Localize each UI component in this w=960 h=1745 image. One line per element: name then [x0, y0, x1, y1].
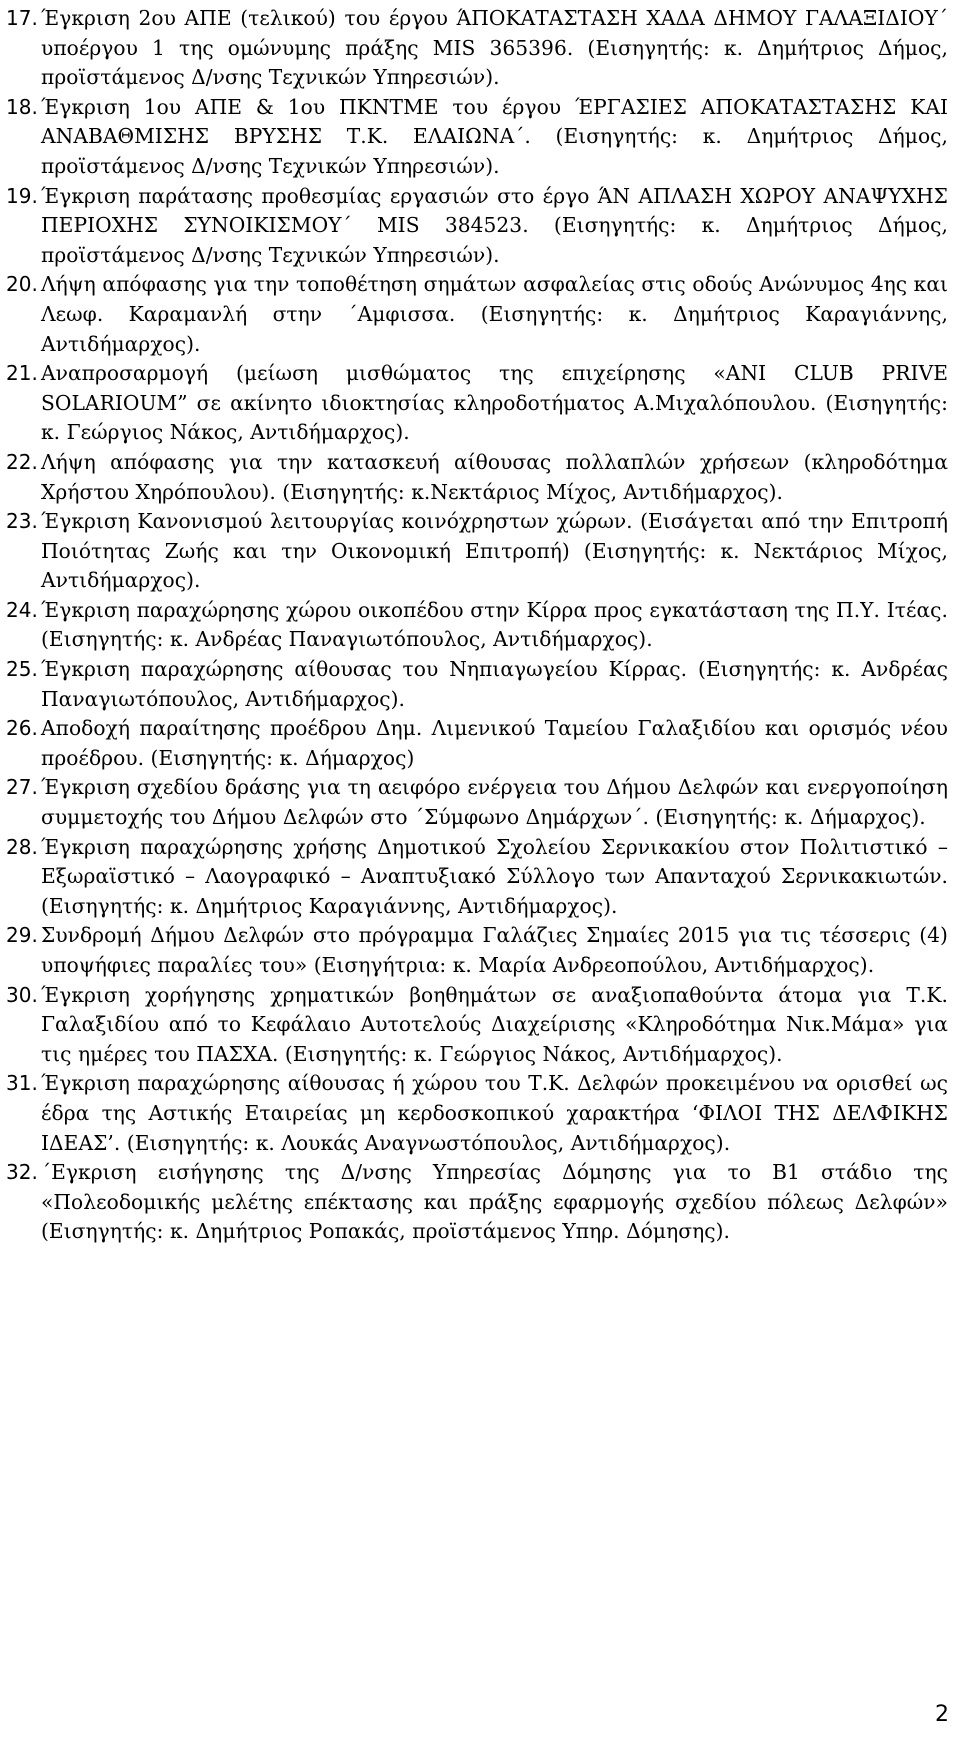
item-text: Λήψη απόφασης για την κατασκευή αίθουσας πολλαπλών χρήσεων (κληροδότημα Χρήστου Χηρόπουλου). (Εισηγητής: κ.Νεκτάριος Μίχος, Αντιδήμαρχος). [41, 449, 948, 504]
item-number: 25. [6, 657, 38, 682]
item-text: Έγκριση 1ου ΑΠΕ & 1ου ΠΚΝΤΜΕ του έργου ΈΡΓΑΣΙΕΣ ΑΠΟΚΑΤΑΣΤΑΣΗΣ ΚΑΙ ΑΝΑΒΑΘΜΙΣΗΣ ΒΡΥΣΗΣ Τ.Κ. ΕΛΑΙΩΝΑ΄. (Εισηγητής: κ. Δημήτριος Δήμος, προϊστάμενος Δ/νσης Τεχνικών Υπηρεσιών). [41, 94, 948, 178]
item-number: 24. [6, 597, 38, 622]
agenda-list [0, 4, 948, 1247]
agenda-item-20 [0, 270, 948, 359]
item-number: 20. [6, 272, 38, 297]
item-text: Έγκριση παράτασης προθεσμίας εργασιών στο έργο ΆΝ ΑΠΛΑΣΗ ΧΩΡΟΥ ΑΝΑΨΥΧΗΣ ΠΕΡΙΟΧΗΣ ΣΥΝΟΙΚΙΣΜΟΥ΄ MIS 384523. (Εισηγητής: κ. Δημήτριος Δήμος, προϊστάμενος Δ/νσης Τεχνικών Υπηρεσιών). [41, 183, 948, 267]
agenda-item-30 [0, 981, 948, 1070]
item-number: 19. [6, 183, 38, 208]
agenda-item-23 [0, 507, 948, 596]
agenda-item-25 [0, 655, 948, 714]
agenda-item-29 [0, 921, 948, 980]
item-text: Αποδοχή παραίτησης προέδρου Δημ. Λιμενικού Ταμείου Γαλαξιδίου και ορισμός νέου προέδρου. (Εισηγητής: κ. Δήμαρχος) [41, 716, 948, 770]
agenda-item-17 [0, 4, 948, 93]
item-text: Αναπροσαρμογή (μείωση μισθώματος της επιχείρησης «ANI CLUB PRIVE SOLARIOUM” σε ακίνητο ιδιοκτησίας κληροδοτήματος Α.Μιχαλόπουλου. (Εισηγητής: κ. Γεώργιος Νάκος, Αντιδήμαρχος). [41, 361, 948, 445]
item-text: Έγκριση παραχώρησης χρήσης Δημοτικού Σχολείου Σερνικακίου στον Πολιτιστικό – Εξωραϊστικό – Λαογραφικό – Αναπτυξιακό Σύλλογο των Απανταχού Σερνικακιωτών. (Εισηγητής: κ. Δημήτριος Καραγιάννης, Αντιδήμαρχος). [41, 834, 948, 918]
item-text: ΄Εγκριση εισήγησης της Δ/νσης Υπηρεσίας Δόμησης για το Β1 στάδιο της «Πολεοδομικής μελέτης επέκτασης και πράξης εφαρμογής σχεδίου πόλεως Δελφών» (Εισηγητής: κ. Δημήτριος Ροπακάς, προϊστάμενος Υπηρ. Δόμησης). [41, 1160, 948, 1244]
item-number: 18. [6, 94, 38, 119]
page-number: 2 [935, 1702, 949, 1727]
agenda-item-24 [0, 596, 948, 655]
item-text: Έγκριση χορήγησης χρηματικών βοηθημάτων σε αναξιοπαθούντα άτομα για Τ.Κ. Γαλαξιδίου από το Κεφάλαιο Αυτοτελούς Διαχείρισης «Κληροδότημα Νικ.Μάμα» για τις ημέρες του ΠΑΣΧΑ. (Εισηγητής: κ. Γεώργιος Νάκος, Αντιδήμαρχος). [41, 982, 948, 1066]
agenda-item-22 [0, 448, 948, 507]
item-number: 21. [6, 361, 38, 386]
agenda-item-32 [0, 1158, 948, 1247]
agenda-item-28 [0, 833, 948, 922]
item-number: 22. [6, 449, 38, 474]
item-number: 26. [6, 716, 38, 741]
item-text: Έγκριση σχεδίου δράσης για τη αειφόρο ενέργεια του Δήμου Δελφών και ενεργοποίηση συμμετοχής του Δήμου Δελφών στο ΄Σύμφωνο Δημάρχων΄. (Εισηγητής: κ. Δήμαρχος). [41, 775, 948, 830]
item-text: Έγκριση Κανονισμού λειτουργίας κοινόχρηστων χώρων. (Εισάγεται από την Επιτροπή Ποιότητας Ζωής και την Οικονομική Επιτροπή) (Εισηγητής: κ. Νεκτάριος Μίχος, Αντιδήμαρχος). [41, 509, 948, 593]
item-text: Έγκριση παραχώρησης αίθουσας ή χώρου του Τ.Κ. Δελφών προκειμένου να ορισθεί ως έδρα της Αστικής Εταιρείας μη κερδοσκοπικού χαρακτήρα ‘ΦΙΛΟΙ ΤΗΣ ΔΕΛΦΙΚΗΣ ΙΔΕΑΣ’. (Εισηγητής: κ. Λουκάς Αναγνωστόπουλος, Αντιδήμαρχος). [41, 1071, 948, 1155]
item-number: 31. [6, 1071, 38, 1096]
item-number: 32. [6, 1160, 38, 1185]
agenda-item-27 [0, 773, 948, 832]
item-number: 28. [6, 834, 38, 859]
item-number: 29. [6, 923, 38, 948]
item-number: 17. [6, 6, 38, 30]
item-text: Έγκριση παραχώρησης αίθουσας του Νηπιαγωγείου Κίρρας. (Εισηγητής: κ. Ανδρέας Παναγιωτόπουλος, Αντιδήμαρχος). [41, 657, 948, 711]
item-text: Λήψη απόφασης για την τοποθέτηση σημάτων ασφαλείας στις οδούς Ανώνυμος 4ης και Λεωφ. Καραμανλή στην ΄Αμφισσα. (Εισηγητής: κ. Δημήτριος Καραγιάννης, Αντιδήμαρχος). [41, 272, 948, 356]
item-text: Έγκριση 2ου ΑΠΕ (τελικού) του έργου ΆΠΟΚΑΤΑΣΤΑΣΗ ΧΑΔΑ ΔΗΜΟΥ ΓΑΛΑΞΙΔΙΟΥ΄ υποέργου 1 της ομώνυμης πράξης MIS 365396. (Εισηγητής: κ. Δημήτριος Δήμος, προϊστάμενος Δ/νσης Τεχνικών Υπηρεσιών). [41, 6, 948, 90]
agenda-item-31 [0, 1069, 948, 1158]
agenda-item-26 [0, 714, 948, 773]
agenda-item-19 [0, 182, 948, 271]
item-number: 23. [6, 509, 38, 534]
item-text: Έγκριση παραχώρησης χώρου οικοπέδου στην Κίρρα προς εγκατάσταση της Π.Υ. Ιτέας. (Εισηγητής: κ. Ανδρέας Παναγιωτόπουλος, Αντιδήμαρχος). [41, 597, 948, 652]
item-text: Συνδρομή Δήμου Δελφών στο πρόγραμμα Γαλάζιες Σημαίες 2015 για τις τέσσερις (4) υποψήφιες παραλίες του» (Εισηγήτρια: κ. Μαρία Ανδρεοπούλου, Αντιδήμαρχος). [41, 923, 948, 977]
item-number: 30. [6, 982, 38, 1007]
agenda-item-18 [0, 93, 948, 182]
agenda-item-21 [0, 359, 948, 448]
item-number: 27. [6, 775, 38, 800]
